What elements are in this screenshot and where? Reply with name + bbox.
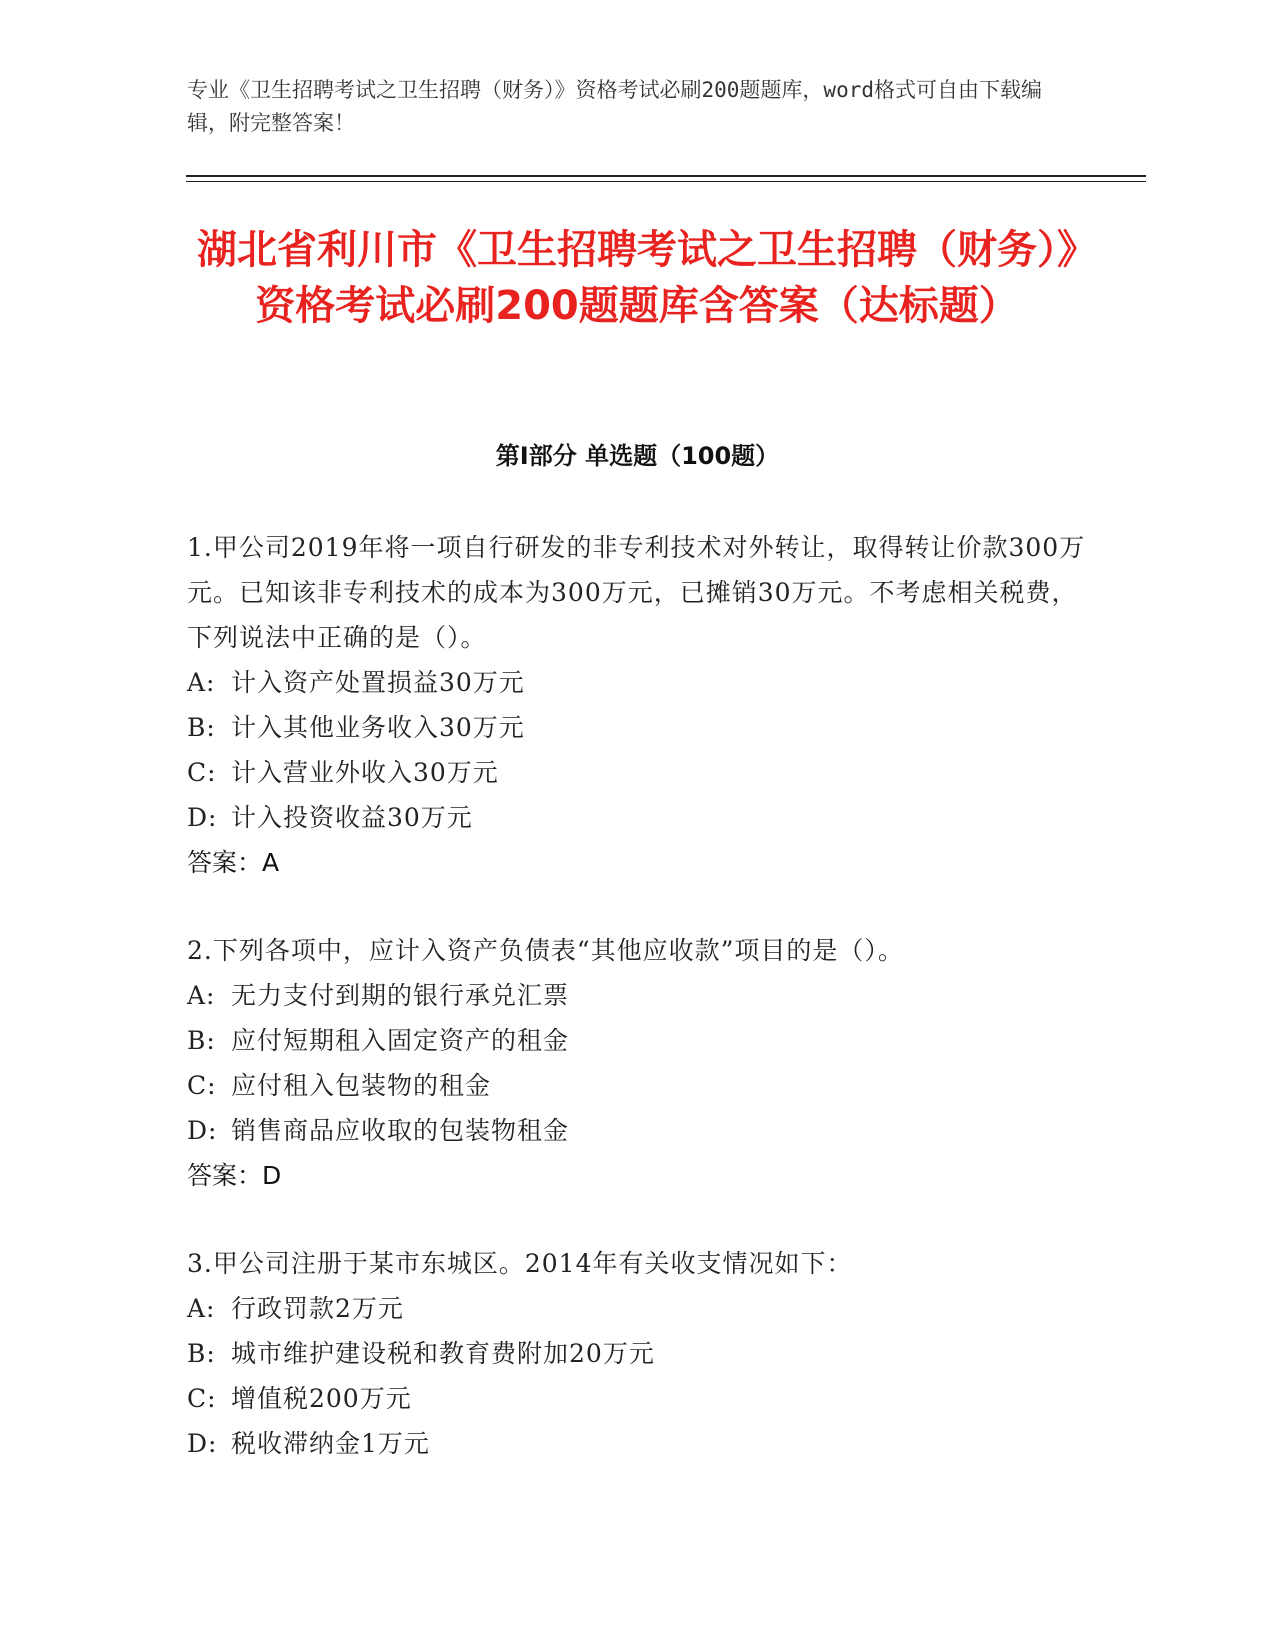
header-note: 专业《卫生招聘考试之卫生招聘（财务）》资格考试必刷200题题库，word格式可自由下载编辑，附完整答案！	[187, 78, 1042, 135]
option-a	[187, 1286, 1087, 1331]
option-text: 应付短期租入固定资产的租金	[231, 1026, 570, 1055]
option-text: 税收滞纳金1万元	[231, 1429, 430, 1458]
document-title: 湖北省利川市《卫生招聘考试之卫生招聘（财务）》资格考试必刷200题题库含答案（达标题）	[197, 227, 1077, 329]
option-d	[187, 1108, 1087, 1153]
option-a	[187, 660, 1087, 705]
option-letter: A:	[187, 1294, 216, 1323]
header-divider-thin	[186, 181, 1146, 182]
option-text: 应付租入包装物的租金	[231, 1071, 492, 1100]
option-a	[187, 973, 1087, 1018]
option-text: 计入资产处置损益30万元	[231, 668, 525, 697]
option-letter: D:	[187, 803, 218, 832]
option-letter: C:	[187, 1384, 217, 1413]
question-stem: 2.下列各项中，应计入资产负债表“其他应收款”项目的是（）。	[187, 936, 904, 965]
option-c	[187, 1063, 1087, 1108]
option-letter: A:	[187, 981, 216, 1010]
option-b	[187, 705, 1087, 750]
option-letter: B:	[187, 1026, 216, 1055]
option-text: 计入其他业务收入30万元	[231, 713, 525, 742]
answer: 答案：D	[187, 1161, 282, 1190]
question-list	[187, 525, 1087, 1509]
option-letter: A:	[187, 668, 216, 697]
question-stem: 3.甲公司注册于某市东城区。2014年有关收支情况如下：	[187, 1249, 853, 1278]
question-2	[187, 928, 1087, 1198]
option-d	[187, 795, 1087, 840]
option-c	[187, 750, 1087, 795]
section-title: 第Ⅰ部分 单选题（100题）	[495, 442, 780, 470]
option-text: 计入投资收益30万元	[231, 803, 473, 832]
option-letter: D:	[187, 1116, 218, 1145]
question-stem: 1.甲公司2019年将一项自行研发的非专利技术对外转让，取得转让价款300万元。已知该非专利技术的成本为300万元，已摊销30万元。不考虑相关税费，下列说法中正确的是（）。	[187, 533, 1086, 652]
option-text: 计入营业外收入30万元	[231, 758, 499, 787]
question-3	[187, 1241, 1087, 1466]
option-letter: C:	[187, 1071, 217, 1100]
option-letter: B:	[187, 1339, 216, 1368]
option-b	[187, 1331, 1087, 1376]
answer: 答案：A	[187, 848, 280, 877]
option-text: 行政罚款2万元	[231, 1294, 404, 1323]
option-letter: B:	[187, 713, 216, 742]
option-text: 销售商品应收取的包装物租金	[231, 1116, 570, 1145]
option-c	[187, 1376, 1087, 1421]
header-divider-thick	[186, 175, 1146, 177]
option-text: 无力支付到期的银行承兑汇票	[231, 981, 570, 1010]
option-b	[187, 1018, 1087, 1063]
option-d	[187, 1421, 1087, 1466]
option-text: 增值税200万元	[231, 1384, 412, 1413]
question-1	[187, 525, 1087, 885]
option-letter: C:	[187, 758, 217, 787]
option-letter: D:	[187, 1429, 218, 1458]
option-text: 城市维护建设税和教育费附加20万元	[231, 1339, 655, 1368]
